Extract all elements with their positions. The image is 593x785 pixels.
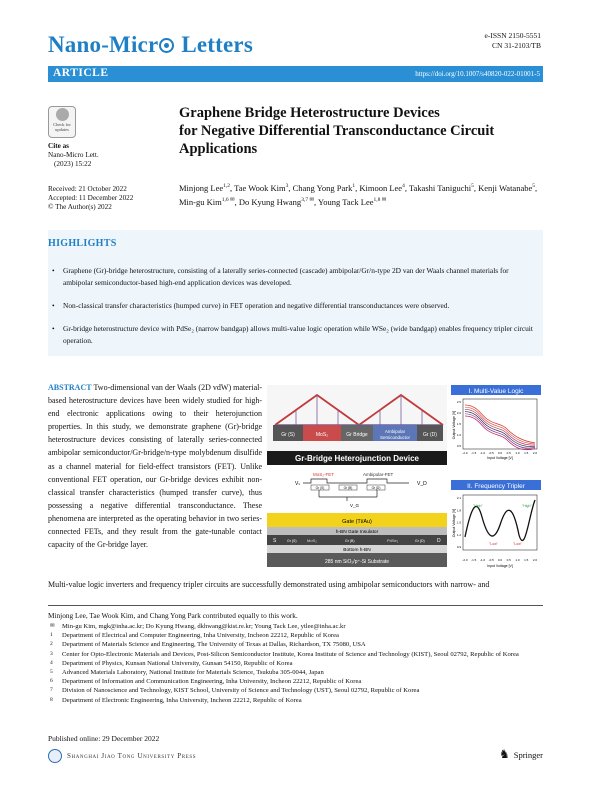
svg-text:MoS₂: MoS₂: [315, 432, 329, 438]
highlight-item: • Non-classical transfer characteristics (humped curve) in FET operation and negative differential transconductances were observed.: [50, 300, 540, 312]
affiliation-item: 2 Department of Materials Science and Engineering, The University of Texas at Dallas, Richardson, TX 75080, USA: [50, 641, 366, 649]
tick-label: -0.5: [488, 451, 494, 455]
journal-logo-o-icon: [159, 38, 174, 53]
affiliation-item: 7 Division of Nanoscience and Technology, KIST School, University of Science and Technology (UST), Seoul 02792, Republic of Korea: [50, 687, 420, 695]
author-affiliation-marker: 1: [352, 183, 356, 189]
abstract-continuation: Multi-value logic inverters and frequency tripler circuits are successfully demonstrated using ambipolar semiconductors with narrow- and: [48, 580, 490, 589]
author-affiliation-marker: 1,8 ✉: [373, 197, 387, 204]
svg-text:"Low": "Low": [489, 542, 498, 546]
svg-text:Semiconductor: Semiconductor: [379, 435, 411, 440]
highlight-item: • Gr-bridge heterostructure device with PdSe₂ (narrow bandgap) allows multi-value logic operation while WSe₂ (wide bandgap) enables frequency tripler circuit operation.: [50, 323, 540, 347]
equal-contribution-note: Minjong Lee, Tae Wook Kim, and Chang Yong Park contributed equally to this work.: [48, 611, 298, 620]
tick-label: -0.5: [488, 558, 494, 562]
tick-label: -1.0: [479, 558, 486, 562]
svg-text:S: S: [273, 538, 277, 544]
author-name[interactable]: Minjong Lee: [179, 182, 224, 193]
highlight-item: • Graphene (Gr)-bridge heterostructure, consisting of a laterally series-connected (cascade) ambipolar/Gr/n-type 2D van der Waals channel materials for ambipolar semiconductor-based high-end application devices was developed.: [50, 265, 540, 289]
author-affiliation-marker: 3: [285, 183, 289, 189]
author-name[interactable]: Young Tack Lee: [317, 197, 374, 208]
svg-text:Output Voltage [V]: Output Voltage [V]: [452, 508, 456, 538]
svg-text:Gr (S): Gr (S): [287, 539, 297, 543]
svg-text:Gr (D): Gr (D): [423, 432, 437, 438]
issn: e-ISSN 2150-5551: [484, 31, 541, 40]
affiliation-item: 8 Department of Electronic Engineering, Inha University, Incheon 22212, Republic of Korea: [50, 696, 302, 704]
cite-as-block: [48, 142, 99, 169]
check-for-updates-icon: [56, 108, 69, 121]
tick-label: 1.5: [524, 451, 529, 455]
svg-text:"Low": "Low": [513, 542, 522, 546]
affiliation-item: ✉ Min-gu Kim, mgk@inha.ac.kr; Do Kyung Hwang, dkhwang@kist.re.kr; Young Tack Lee, ytlee@inha.ac.kr: [50, 623, 346, 630]
published-date: Published online: 29 December 2022: [48, 734, 160, 743]
tick-label: 0.0: [497, 558, 503, 562]
graphical-abstract-figure: [267, 385, 543, 571]
svg-text:Input Voltage [V]: Input Voltage [V]: [487, 564, 513, 568]
author-affiliation-marker: 3,7 ✉: [301, 197, 315, 204]
author-name[interactable]: Do Kyung Hwang: [238, 197, 302, 208]
tick-label: 0.5: [456, 444, 461, 448]
footnote-divider: [48, 605, 543, 606]
check-for-updates-label: Check for updates: [53, 122, 71, 132]
affiliation-item: 4 Department of Physics, Kunsan National University, Gunsan 54150, Republic of Korea: [50, 659, 293, 667]
received-date: Received: 21 October 2022: [48, 185, 127, 193]
article-title: Graphene Bridge Heterostructure Devices for Negative Differential Transconductance Circuit Applications: [179, 105, 495, 157]
tick-label: 0.5: [506, 451, 511, 455]
tick-label: 2.0: [456, 411, 461, 415]
sjtu-seal-icon: [48, 749, 62, 763]
svg-text:Ambipolar-FET: Ambipolar-FET: [363, 472, 394, 477]
panel-2-y-ticks: [457, 496, 462, 549]
affiliation-item: 1 Department of Electrical and Computer Engineering, Inha University, Incheon 22212, Republic of Korea: [50, 632, 339, 640]
svg-text:PdSe₂: PdSe₂: [387, 538, 399, 543]
highlights-list: [50, 265, 540, 358]
tick-label: -1.5: [471, 451, 477, 455]
svg-text:Gr (S): Gr (S): [315, 486, 325, 490]
springer-logo: [499, 747, 543, 762]
tick-label: -1.0: [479, 451, 486, 455]
panel-1-x-ticks: [462, 451, 537, 455]
svg-text:Gr (S): Gr (S): [281, 432, 295, 438]
author-name[interactable]: Kimoon Lee: [359, 182, 403, 193]
accepted-date: Accepted: 11 December 2022: [48, 194, 134, 202]
svg-text:Bottom h-BN: Bottom h-BN: [343, 548, 371, 553]
doi-link[interactable]: https://doi.org/10.1007/s40820-022-01001-5: [415, 70, 540, 78]
tick-label: 0.5: [506, 558, 511, 562]
tick-label: 2.0: [532, 558, 538, 562]
tick-label: 1.0: [515, 558, 520, 562]
dates-block: [48, 185, 133, 212]
publisher-logo: [48, 749, 196, 763]
issn-block: [485, 31, 541, 51]
tick-label: 1.5: [456, 422, 461, 426]
article-type: ARTICLE: [53, 67, 109, 79]
cite-label: Cite as: [48, 142, 69, 150]
highlights-title: HIGHLIGHTS: [48, 238, 117, 249]
tick-label: 1.0: [456, 433, 461, 437]
svg-text:Input Voltage [V]: Input Voltage [V]: [487, 456, 513, 460]
author-affiliation-marker: 5: [471, 183, 474, 189]
svg-text:285 nm SiO₂/p⁺-Si Substrate: 285 nm SiO₂/p⁺-Si Substrate: [324, 559, 390, 565]
svg-text:D: D: [437, 538, 441, 544]
device-image-bg: [267, 385, 447, 455]
tick-label: 1.5: [524, 558, 529, 562]
affiliation-list: [48, 622, 543, 705]
svg-text:Gr Bridge: Gr Bridge: [346, 432, 368, 438]
svg-text:V_D: V_D: [417, 481, 427, 487]
tick-label: 2.0: [532, 451, 538, 455]
author-name[interactable]: Tae Wook Kim: [234, 182, 286, 193]
tick-label: -2.0: [462, 451, 468, 455]
svg-text:I. Multi-Value Logic: I. Multi-Value Logic: [468, 388, 524, 395]
tick-label: 2.5: [456, 400, 461, 404]
svg-text:Gate (Ti/Au): Gate (Ti/Au): [342, 519, 372, 525]
cn-number: CN 31-2103/TB: [492, 41, 541, 50]
author-name[interactable]: Chang Yong Park: [292, 182, 353, 193]
author-name[interactable]: Takashi Taniguchi: [408, 182, 472, 193]
svg-text:Gr (B): Gr (B): [345, 539, 355, 543]
cite-volume: (2023) 15:22: [54, 160, 92, 168]
tick-label: -1.5: [471, 558, 477, 562]
tick-label: 1.5: [456, 520, 461, 525]
author-affiliation-marker: 1,2: [223, 183, 231, 189]
affiliation-item: 5 Advanced Materials Laboratory, National Institute for Materials Science, Tsukuba 305-0044, Japan: [50, 669, 324, 677]
tick-label: 0.9: [456, 545, 461, 549]
abstract-text: Two-dimensional van der Waals (2D vdW) material-based heterostructure devices have been widely studied for high-end electronic applications owing to their heterojunction properties. In this study, we demonstrate graphene (Gr)-bridge heterostructure devices consisting of laterally series-connected ambipolar semiconductor/Gr-bridge/n-type molybdenum disulfide as a channel material for field-effect transistors (FET). Unlike conventional FET operation, our Gr-bridge devices exhibit non-classical transfer characteristics (humped transfer curve), thus possessing a negative differential transconductance. These phenomena are interpreted as the operating behavior in two series-connected FETs, and they result from the gate-tunable contact capacity of the Gr-bridge layer.: [48, 383, 263, 550]
svg-text:V_G: V_G: [350, 503, 360, 508]
tick-label: 0.0: [497, 451, 503, 455]
svg-text:Output Voltage [V]: Output Voltage [V]: [452, 410, 456, 440]
springer-name: Springer: [513, 749, 543, 760]
svg-text:Ambipolar: Ambipolar: [384, 429, 406, 434]
panel-1-y-ticks: [457, 400, 462, 448]
svg-text:Gr (B): Gr (B): [343, 486, 353, 490]
tick-label: 1.2: [456, 532, 461, 537]
affiliation-item: 3 Center for Opto-Electronic Materials and Devices, Post-Silicon Semiconductor Institute, Korea Institute of Science and Technology (KIST), Seoul 02792, Republic of Korea: [50, 650, 519, 658]
svg-text:II. Frequency Tripler: II. Frequency Tripler: [467, 483, 525, 490]
author-affiliation-marker: 1,6 ✉: [221, 197, 235, 204]
figure-banner-text: Gr-Bridge Heterojunction Device: [294, 454, 420, 463]
publisher-name: Shanghai Jiao Tong University Press: [67, 752, 197, 760]
svg-text:MoS₂: MoS₂: [307, 538, 317, 543]
abstract-label: ABSTRACT: [48, 383, 92, 392]
panel-1-plot: [463, 399, 537, 449]
svg-text:h-BN Gate Insulator: h-BN Gate Insulator: [335, 530, 379, 535]
abstract: [48, 381, 262, 551]
tick-label: 1.8: [456, 508, 461, 513]
svg-text:Gr (D): Gr (D): [415, 539, 425, 543]
tick-label: 1.0: [515, 451, 520, 455]
svg-text:"High": "High": [473, 504, 483, 508]
author-name[interactable]: Min-gu Kim: [179, 197, 222, 208]
svg-text:MoS₂-FET: MoS₂-FET: [313, 472, 334, 477]
tick-label: -2.0: [462, 558, 468, 562]
cite-journal: Nano-Micro Lett.: [48, 151, 99, 159]
author-list: Minjong Lee$^{1,2}$, Tae Wook Kim$^3$, Chang Yong Park$^1$, Kimoon Lee$^4$, Takashi Taniguchi$^5$, Kenji Watanabe$^5$, Min-gu Kim$^{1,6 ✉}$, Do Kyung Hwang$^{3,7 ✉}$, Young Tack Lee$^{1,8 ✉}$: [179, 182, 538, 208]
panel-2-x-ticks: [462, 558, 537, 562]
affiliation-item: 6 Department of Information and Communication Engineering, Inha University, Incheon 22212, Republic of Korea: [50, 678, 362, 686]
svg-text:"High": "High": [522, 504, 532, 508]
tick-label: 2.1: [456, 496, 461, 500]
svg-text:Gr (D): Gr (D): [371, 486, 381, 490]
journal-title: Nano-Micr Letters: [48, 32, 253, 57]
author-name[interactable]: Kenji Watanabe: [478, 182, 533, 193]
author-affiliation-marker: 4: [402, 183, 405, 189]
copyright: © The Author(s) 2022: [48, 203, 112, 211]
springer-horse-icon: ♞: [498, 747, 510, 761]
author-affiliation-marker: 5: [532, 183, 535, 189]
svg-text:Vₛ: Vₛ: [295, 481, 301, 487]
